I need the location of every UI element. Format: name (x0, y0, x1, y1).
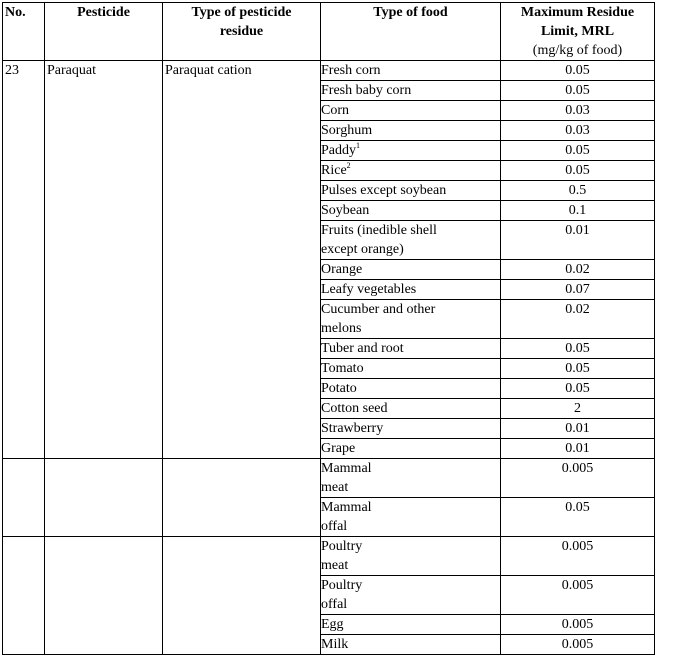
mrl-value: 0.005 (501, 615, 655, 635)
mrl-value: 0.5 (501, 181, 655, 201)
food-cell (321, 439, 501, 459)
mrl-value: 0.05 (501, 141, 655, 161)
food-name: Cucumber and other (321, 302, 436, 317)
header-food-type: Type of food (321, 3, 501, 61)
food-name: Soybean (321, 203, 370, 218)
food-name: Mammal (321, 461, 372, 476)
food-name: Tuber and root (321, 341, 404, 356)
food-name-cont: offal (321, 597, 348, 612)
entry-no-cell (3, 537, 45, 655)
mrl-value: 0.02 (501, 300, 655, 339)
residue-cell: Paraquat cation (163, 61, 321, 459)
pesticide-cell (45, 537, 163, 655)
food-cell (321, 260, 501, 280)
header-pesticide: Pesticide (45, 3, 163, 61)
header-mrl: Maximum Residue Limit, MRL (mg/kg of food) (501, 3, 655, 61)
mrl-value: 0.05 (501, 81, 655, 101)
mrl-value: 0.05 (501, 161, 655, 181)
food-name: Egg (321, 617, 344, 632)
mrl-value: 0.01 (501, 221, 655, 260)
food-cell (321, 201, 501, 221)
footnote-marker: 1 (356, 141, 360, 150)
mrl-table (2, 2, 655, 655)
table-row (3, 61, 655, 81)
pesticide-cell (45, 459, 163, 537)
food-cell (321, 300, 501, 339)
food-cell (321, 576, 501, 615)
food-name-cont: meat (321, 558, 349, 573)
mrl-value: 0.1 (501, 201, 655, 221)
mrl-value: 0.05 (501, 61, 655, 81)
table-body (3, 61, 655, 655)
footnote-marker: 2 (346, 161, 351, 170)
food-cell (321, 221, 501, 260)
food-name: Paddy (321, 143, 356, 158)
mrl-value: 2 (501, 399, 655, 419)
food-name: Fresh baby corn (321, 83, 412, 98)
food-name: Grape (321, 441, 356, 456)
food-name-cont: offal (321, 519, 348, 534)
mrl-value: 0.07 (501, 280, 655, 300)
entry-no-cell: 23 (3, 61, 45, 459)
residue-cell (163, 537, 321, 655)
mrl-value: 0.05 (501, 359, 655, 379)
header-row (3, 3, 655, 61)
food-name: Milk (321, 637, 349, 652)
food-name: Fresh corn (321, 63, 381, 78)
mrl-value: 0.005 (501, 459, 655, 498)
pesticide-cell: Paraquat (45, 61, 163, 459)
food-name: Strawberry (321, 421, 384, 436)
food-cell (321, 339, 501, 359)
food-cell (321, 459, 501, 498)
food-cell (321, 141, 501, 161)
food-name: Orange (321, 262, 363, 277)
mrl-value: 0.01 (501, 419, 655, 439)
food-cell (321, 419, 501, 439)
food-name: Potato (321, 381, 357, 396)
food-name-cont: melons (321, 321, 362, 336)
food-name: Cotton seed (321, 401, 388, 416)
mrl-value: 0.03 (501, 121, 655, 141)
mrl-value: 0.03 (501, 101, 655, 121)
food-cell (321, 121, 501, 141)
table-row (3, 537, 655, 576)
food-name-cont: except orange) (321, 242, 404, 257)
food-cell (321, 181, 501, 201)
food-cell (321, 537, 501, 576)
table-row (3, 459, 655, 498)
food-name: Mammal (321, 500, 372, 515)
food-name: Poultry (321, 578, 363, 593)
entry-no-cell (3, 459, 45, 537)
mrl-value: 0.005 (501, 635, 655, 655)
food-cell (321, 498, 501, 537)
food-name: Corn (321, 103, 349, 118)
food-cell (321, 161, 501, 181)
food-name: Sorghum (321, 123, 373, 138)
residue-cell (163, 459, 321, 537)
food-name: Fruits (inedible shell (321, 223, 437, 238)
food-name: Tomato (321, 361, 364, 376)
food-cell (321, 280, 501, 300)
food-name: Leafy vegetables (321, 282, 417, 297)
mrl-value: 0.05 (501, 339, 655, 359)
food-name: Pulses except soybean (321, 183, 447, 198)
food-cell (321, 81, 501, 101)
food-cell (321, 379, 501, 399)
mrl-value: 0.02 (501, 260, 655, 280)
food-name-cont: meat (321, 480, 349, 495)
mrl-value: 0.005 (501, 537, 655, 576)
food-cell (321, 399, 501, 419)
header-no: No. (3, 3, 45, 61)
food-cell (321, 101, 501, 121)
food-cell (321, 615, 501, 635)
food-name: Poultry (321, 539, 363, 554)
mrl-value: 0.05 (501, 498, 655, 537)
mrl-value: 0.01 (501, 439, 655, 459)
mrl-value: 0.05 (501, 379, 655, 399)
mrl-value: 0.005 (501, 576, 655, 615)
food-cell (321, 61, 501, 81)
food-cell (321, 635, 501, 655)
food-name: Rice (321, 163, 347, 178)
food-cell (321, 359, 501, 379)
header-residue-type: Type of pesticide residue (163, 3, 321, 61)
